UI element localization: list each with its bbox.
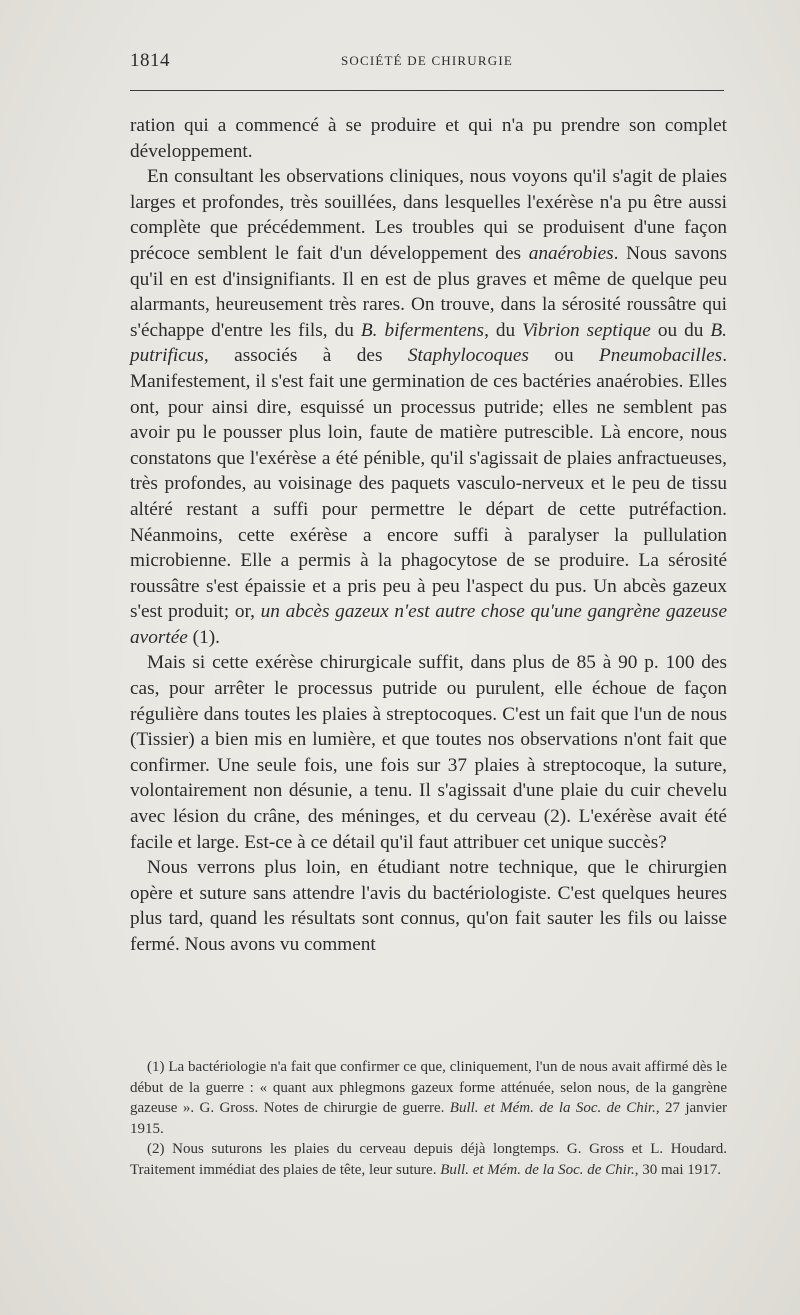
paragraph-streptococci: Mais si cette exérèse chirurgicale suffit, dans plus de 85 à 90 p. 100 des cas, pour arrêter le processus putride ou purulent, elle échoue de façon régulière dans toutes les plaies à streptocoques. C'est un fait que l'un de nous (Tissier) a bien mis en lumière, et que toutes nos observations n'ont fait que confirmer. Une seule fois, une fois sur 37 plaies à streptocoque, la suture, volontairement non désunie, a tenu. Il s'agissait d'une plaie du cuir chevelu avec lésion du crâne, des méninges, et du cerveau (2). L'exérèse avait été facile et large. Est-ce à ce détail qu'il faut attribuer cet unique succès? [130,652,727,853]
page-header [130,50,724,84]
paragraph-clinical-observations: En consultant les observations cliniques, nous voyons qu'il s'agit de plaies larges et profondes, très souillées, dans lesquelles l'exérèse n'a pu être aussi complète que précédemment. Les troubles qui se produisent d'une façon précoce semblent le fait d'un développement des anaérobies. Nous savons qu'il en est d'insignifiants. Il en est de plus graves et même de quelque peu alarmants, heureusement très rares. On trouve, dans la sérosité roussâtre qui s'échappe d'entre les fils, du B. bifermentens, du Vibrion septique ou du B. putrificus, associés à des Staphylocoques ou Pneumobacilles. Manifestement, il s'est fait une germination de ces bactéries anaérobies. Elles ont, pour ainsi dire, esquissé un processus putride; elles ne semblent pas avoir pu le pousser plus loin, faute de matière putrescible. Là encore, nous constatons que l'exérèse a été pénible, qu'il s'agissait de plaies anfractueuses, très profondes, au voisinage des paquets vasculo-nerveux et le peu de tissu altéré restant a suffi pour permettre le départ de cette putréfaction. Néanmoins, cette exérèse a encore suffi à paralyser la pullulation microbienne. Elle a permis à la phagocytose de se produire. La sérosité roussâtre s'est épaissie et a pris peu à peu l'aspect du pus. Un abcès gazeux s'est produit; or, un abcès gazeux n'est autre chose qu'une gangrène gazeuse avortée (1). [130,166,728,648]
paragraph-technique: Nous verrons plus loin, en étudiant notre technique, que le chirurgien opère et suture sans attendre l'avis du bactériologiste. C'est quelques heures plus tard, quand les résultats sont connus, qu'on fait sauter les fils ou laisse fermé. Nous avons vu comment [130,857,727,955]
page-number: 1814 [130,50,170,71]
footnote-1: (1) La bactériologie n'a fait que confirmer ce que, cliniquement, l'un de nous avait affirmé dès le début de la guerre : « quant aux phlegmons gazeux forme atténuée, selon nous, de la gangrène gazeuse ». G. Gross. Notes de chirurgie de guerre. Bull. et Mém. de la Soc. de Chir., 27 janvier 1915. [130,1059,728,1137]
paragraph-continuation: ration qui a commencé à se produire et qui n'a pu prendre son complet développement. [130,115,727,162]
body-text [130,113,727,958]
header-rule [130,90,724,91]
footnote-2: (2) Nous suturons les plaies du cerveau depuis déjà longtemps. G. Gross et L. Houdard. Traitement immédiat des plaies de tête, leur suture. Bull. et Mém. de la Soc. de Chir., 30 mai 1917. [130,1141,727,1178]
running-head: SOCIÉTÉ DE CHIRURGIE [340,53,514,68]
footnotes [130,1057,727,1180]
